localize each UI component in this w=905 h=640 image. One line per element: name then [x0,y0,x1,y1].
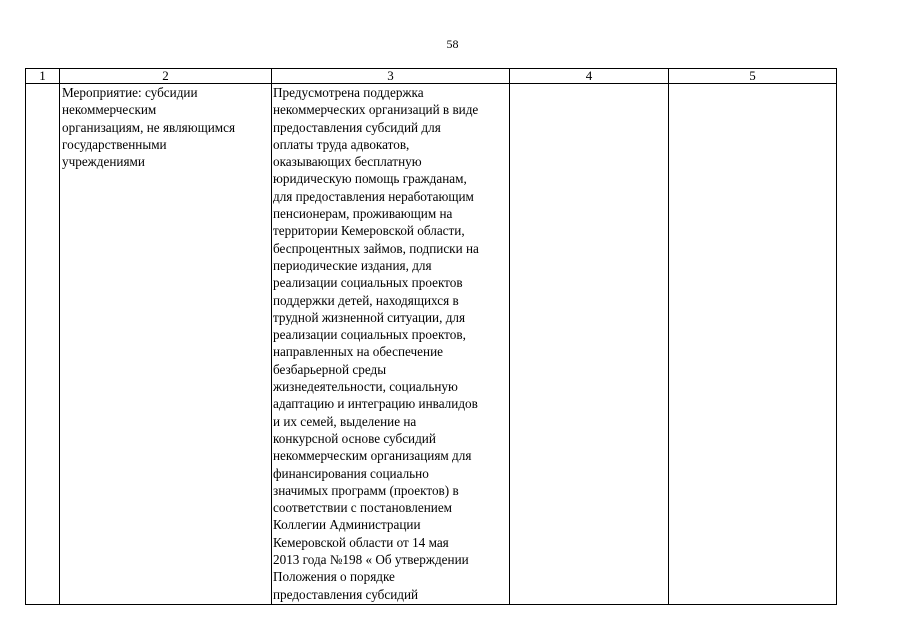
page-number: 58 [446,37,459,51]
column-header-4: 4 [510,69,669,84]
column-header-2: 2 [60,69,272,84]
table-cell-col4 [510,84,669,605]
cell-text-col3: Предусмотрена поддержка некоммерческих организаций в виде предоставления субсидий для оплаты труда адвокатов, оказывающих бесплатную юридическую помощь гражданам, для предоставления неработающим пенсионерам, проживающим на территории Кемеровской области, беспроцентных займов, подписки на периодические издания, для реализации социальных проектов поддержки детей, находящихся в трудной жизненной ситуации, для реализации социальных проектов, направленных на обеспечение безбарьерной среды жизнедеятельности, социальную адаптацию и интеграцию инвалидов и их семей, выделение на конкурсной основе субсидий некоммерческим организациям для финансирования социально значимых программ (проектов) в соответствии с постановлением Коллегии Администрации Кемеровской области от 14 мая 2013 года №198 « Об утверждении Положения о порядке предоставления субсидий [273,85,479,602]
table-cell-col3 [272,84,510,605]
column-header-1: 1 [26,69,60,84]
table-cell-col2 [60,84,272,605]
column-header-3: 3 [272,69,510,84]
table-row [26,84,837,605]
document-table [25,68,837,605]
table-cell-col1 [26,84,60,605]
column-header-5: 5 [669,69,837,84]
table-header-row [26,69,837,84]
table-cell-col5 [669,84,837,605]
cell-text-col2: Мероприятие: субсидии некоммерческим организациям, не являющимся государственными учреждениями [62,85,236,170]
